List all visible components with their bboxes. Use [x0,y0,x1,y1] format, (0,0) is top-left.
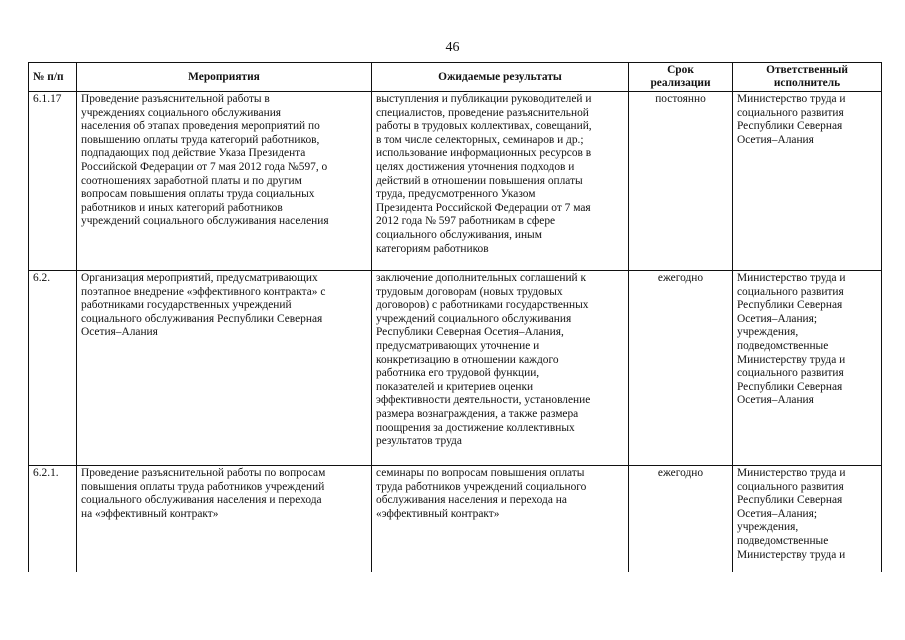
text-line: вопросам повышения оплаты труда социальных [81,188,315,201]
text-line: повышению оплаты труда категорий работников, [81,133,320,146]
header-measures: Мероприятия [77,63,372,92]
row-number: 6.1.17 [29,92,77,271]
text-line: социального развития [737,106,844,119]
text-line: подведомственные [737,534,829,547]
text-line: Республики Северная Осетия–Алания, [376,326,564,339]
table-row [29,271,882,466]
text-line: конкретизацию в отношении каждого [376,353,559,366]
text-line: учреждения, [737,326,799,339]
text-line: населения об этапах проведения мероприятий по [81,120,320,133]
result-cell [372,271,629,466]
header-executor-line: исполнитель [773,77,841,89]
text-line: социального обслуживания, иным [376,228,542,241]
text-line: Республики Северная [737,380,843,393]
text-line: эффективности деятельности, установление [376,394,591,407]
text-line: трудовым договорам (новых трудовых [376,285,563,298]
text-line: социального развития [737,285,844,298]
text-line: «эффективный контракт» [376,507,500,520]
text-line: учреждениях социального обслуживания [81,106,282,119]
text-line: выступления и публикации руководителей и [376,93,592,105]
text-line: Министерство труда и [737,272,846,284]
header-executor [733,63,882,92]
page-number: 46 [445,40,460,55]
text-line: учреждений социального обслуживания населения [81,215,329,228]
text-line: действий в отношении повышения оплаты [376,174,583,187]
text-line: Проведение разъяснительной работы по вопросам [81,467,326,479]
text-line: на «эффективный контракт» [81,507,219,520]
text-line: Осетия–Алания; [737,507,818,520]
text-line: Российской Федерации от 7 мая 2012 года №597, о [81,160,328,173]
text-line: предусматривающих уточнение и [376,339,540,352]
executor-cell [733,271,882,466]
text-line: Осетия–Алания; [737,312,818,325]
measures-table [28,62,882,572]
text-line: учреждений социального обслуживания [376,312,572,325]
text-line: Осетия–Алания [737,394,814,407]
row-number: 6.2.1. [29,466,77,573]
text-line: специалистов, проведение разъяснительной [376,106,589,119]
text-line: Проведение разъяснительной работы в [81,93,270,105]
table-row [29,92,882,271]
text-line: семинары по вопросам повышения оплаты [376,467,585,479]
header-num: № п/п [29,63,77,92]
text-line: Республики Северная [737,494,843,507]
executor-cell [733,92,882,271]
deadline-cell: ежегодно [629,466,733,573]
text-line: социального обслуживания Республики Северная [81,312,323,325]
header-deadline [629,63,733,92]
text-line: социального развития [737,367,844,380]
text-line: размера вознаграждения, а также размера [376,407,579,420]
text-line: работы в трудовых коллективах, совещаний, [376,120,592,133]
table-row [29,466,882,573]
result-cell [372,92,629,271]
header-results: Ожидаемые результаты [372,63,629,92]
text-line: Осетия–Алания [737,133,814,146]
text-line: договоров) с работниками государственных [376,299,589,312]
text-line: подпадающих под действие Указа Президента [81,147,306,160]
text-line: учреждения, [737,521,799,534]
text-line: работника его трудовой функции, [376,367,540,380]
text-line: поэтапное внедрение «эффективного контракта» с [81,285,326,298]
text-line: работниками государственных учреждений [81,299,292,312]
deadline-cell: ежегодно [629,271,733,466]
text-line: труда, предусмотренного Указом [376,188,536,201]
measure-cell [77,271,372,466]
text-line: подведомственные [737,339,829,352]
measure-cell [77,466,372,573]
text-line: повышения оплаты труда работников учреждений [81,480,325,493]
measure-cell [77,92,372,271]
text-line: Министерству труда и [737,353,846,366]
text-line: показателей и критериев оценки [376,380,534,393]
header-deadline-line: реализации [650,77,711,89]
text-line: заключение дополнительных соглашений к [376,272,587,284]
text-line: обслуживания населения и перехода на [376,494,567,507]
header-executor-line: Ответственный [766,64,848,76]
text-line: Министерству труда и [737,548,846,561]
header-deadline-line: Срок [667,64,694,76]
text-line: Осетия–Алания [81,326,158,339]
text-line: 2012 года № 597 работникам в сфере [376,215,556,228]
text-line: социального развития [737,480,844,493]
text-line: результатов труда [376,435,462,448]
text-line: использование информационных ресурсов в [376,147,592,160]
text-line: Министерство труда и [737,93,846,105]
text-line: труда работников учреждений социального [376,480,587,493]
text-line: Организация мероприятий, предусматривающих [81,272,318,284]
row-number: 6.2. [29,271,77,466]
text-line: работников и иных категорий работников [81,201,283,214]
text-line: поощрения за достижение коллективных [376,421,575,434]
text-line: категориям работников [376,242,489,255]
text-line: Министерство труда и [737,467,846,479]
text-line: Президента Российской Федерации от 7 мая [376,201,591,214]
table-header-row [29,63,882,92]
executor-cell [733,466,882,573]
result-cell [372,466,629,573]
text-line: социального обслуживания населения и перехода [81,494,322,507]
text-line: Республики Северная [737,299,843,312]
text-line: целях достижения уточнения подходов и [376,160,575,173]
text-line: соотношениях заработной платы и по другим [81,174,302,187]
text-line: Республики Северная [737,120,843,133]
deadline-cell: постоянно [629,92,733,271]
text-line: в том числе селекторных, семинаров и др.; [376,133,584,146]
